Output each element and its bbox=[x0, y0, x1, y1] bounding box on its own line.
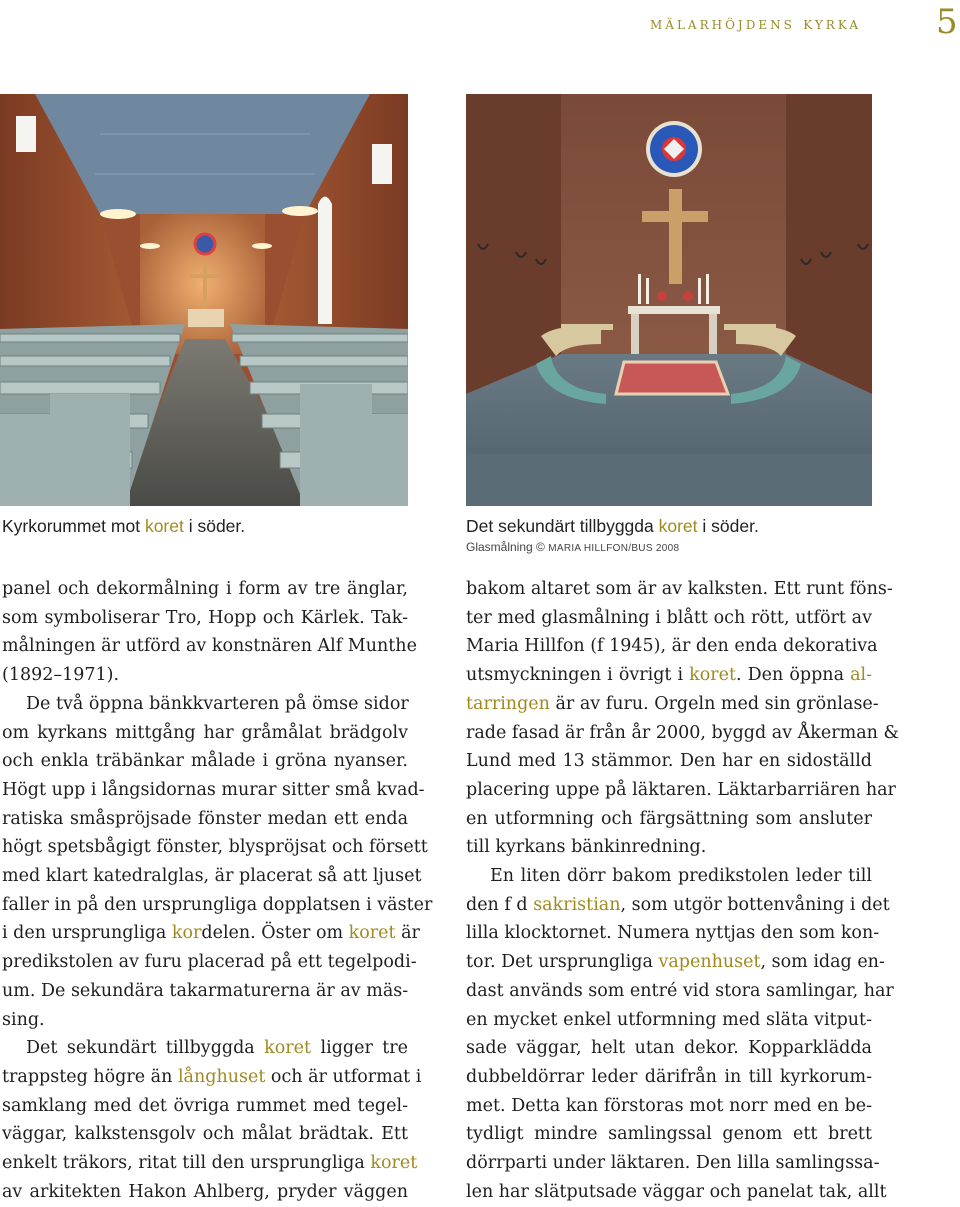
glossary-term: vapenhuset bbox=[658, 952, 761, 973]
text-line: målningen är utförd av konstnären Alf Munthe bbox=[2, 636, 417, 657]
text-line: faller in på den ursprungliga dopplatsen i väster bbox=[2, 894, 433, 915]
text-line: som symboliserar Tro, Hopp och Kärlek. Tak- bbox=[2, 607, 408, 628]
glossary-term: al- bbox=[850, 665, 873, 686]
text-line: predikstolen av furu placerad på ett tegelpodi- bbox=[2, 952, 417, 973]
text-line: len har slätputsade väggar och panelat tak, allt bbox=[466, 1181, 887, 1202]
body-text-left-column bbox=[2, 575, 433, 1206]
text-line: tarringen är av furu. Orgeln med sin grönlase- bbox=[466, 693, 879, 714]
text-line: Lund med 13 stämmor. Den har en sidoställd bbox=[466, 751, 872, 772]
text-line: um. De sekundära takarmaturerna är av mäs- bbox=[2, 980, 409, 1001]
text-line: Det sekundärt tillbyggda koret ligger tre bbox=[26, 1038, 409, 1059]
text-line: Högt upp i långsidornas murar sitter små kvad- bbox=[2, 779, 425, 800]
text-line: till kyrkans bänkinredning. bbox=[466, 837, 707, 858]
glossary-term: koret bbox=[370, 1153, 418, 1174]
choir-photo bbox=[466, 94, 872, 506]
text-line: bakom altaret som är av kalksten. Ett runt föns- bbox=[466, 579, 893, 599]
text-line: enkelt träkors, ritat till den ursprungliga koret bbox=[2, 1153, 418, 1174]
text-line: dast används som entré vid stora samlingar, har bbox=[466, 980, 894, 1001]
text-line: och enkla träbänkar målade i gröna nyanser. bbox=[2, 751, 408, 772]
text-line: Maria Hillfon (f 1945), är den enda dekorativa bbox=[466, 636, 878, 657]
text-line: av arkitekten Hakon Ahlberg, pryder väggen bbox=[2, 1181, 408, 1202]
text-line: De två öppna bänkkvarteren på ömse sidor bbox=[26, 693, 409, 714]
glossary-term: långhuset bbox=[177, 1066, 266, 1087]
text-line: met. Detta kan förstoras mot norr med en be- bbox=[466, 1095, 872, 1116]
body-text-right-column bbox=[466, 575, 900, 1206]
text-line: trappsteg högre än långhuset och är utformat i bbox=[2, 1066, 422, 1087]
text-line: med klart katedralglas, är placerat så att ljuset bbox=[2, 866, 422, 887]
text-line: sade väggar, helt utan dekor. Kopparklädda bbox=[466, 1038, 872, 1059]
text-line: den f d sakristian, som utgör bottenvåning i det bbox=[466, 894, 890, 915]
text-line: placering uppe på läktaren. Läktarbarriären har bbox=[466, 779, 896, 800]
page-number: 5 bbox=[936, 2, 958, 42]
text-line: väggar, kalkstensgolv och målat brädtak. Ett bbox=[2, 1124, 408, 1145]
text-line: tor. Det ursprungliga vapenhuset, som idag en- bbox=[466, 952, 885, 973]
text-line: lilla klocktornet. Numera nyttjas den som kon- bbox=[466, 923, 880, 944]
nave-photo bbox=[0, 94, 408, 506]
caption-keyword: koret bbox=[658, 516, 698, 536]
glossary-term: koret bbox=[348, 923, 396, 944]
running-header: mälarhöjdens kyrka bbox=[650, 14, 861, 34]
text-line: dubbeldörrar leder därifrån in till kyrkorum- bbox=[466, 1066, 872, 1087]
text-line: sing. bbox=[2, 1009, 45, 1030]
text-line: en utformning och färgsättning som ansluter bbox=[466, 808, 872, 829]
text-line: i den ursprungliga kordelen. Öster om koret är bbox=[2, 923, 420, 944]
photo-credit: Glasmålning © MARIA HILLFON/BUS 2008 bbox=[466, 540, 680, 554]
text-line: panel och dekormålning i form av tre änglar, bbox=[2, 579, 408, 599]
text-line: En liten dörr bakom predikstolen leder till bbox=[490, 866, 872, 887]
text-line: dörrparti under läktaren. Den lilla samlingssa- bbox=[466, 1153, 880, 1174]
text-line: samklang med det övriga rummet med tegel- bbox=[2, 1095, 408, 1116]
caption-keyword: koret bbox=[144, 516, 184, 536]
text-line: utsmyckningen i övrigt i koret. Den öppna al- bbox=[466, 665, 873, 686]
text-line: högt spetsbågigt fönster, blyspröjsat och försett bbox=[2, 837, 428, 858]
text-line: ratiska småspröjsade fönster medan ett enda bbox=[2, 808, 408, 829]
caption-left: Kyrkorummet mot koret i söder. bbox=[2, 516, 246, 536]
text-line: om kyrkans mittgång har gråmålat brädgolv bbox=[2, 722, 408, 743]
text-line: en mycket enkel utformning med släta vitput- bbox=[466, 1009, 872, 1030]
text-line: tydligt mindre samlingssal genom ett brett bbox=[466, 1124, 872, 1145]
text-line: (1892–1971). bbox=[2, 665, 120, 686]
text-line: rade fasad är från år 2000, byggd av Åkerman & bbox=[466, 722, 900, 743]
glossary-term: koret bbox=[689, 665, 737, 686]
text-line: ter med glasmålning i blått och rött, utfört av bbox=[466, 607, 872, 628]
glossary-term: sakristian bbox=[533, 894, 621, 915]
glossary-term: koret bbox=[264, 1038, 312, 1059]
glossary-term: kor bbox=[171, 923, 202, 944]
caption-right: Det sekundärt tillbyggda koret i söder. bbox=[466, 516, 759, 536]
glossary-term: tarringen bbox=[466, 693, 550, 714]
